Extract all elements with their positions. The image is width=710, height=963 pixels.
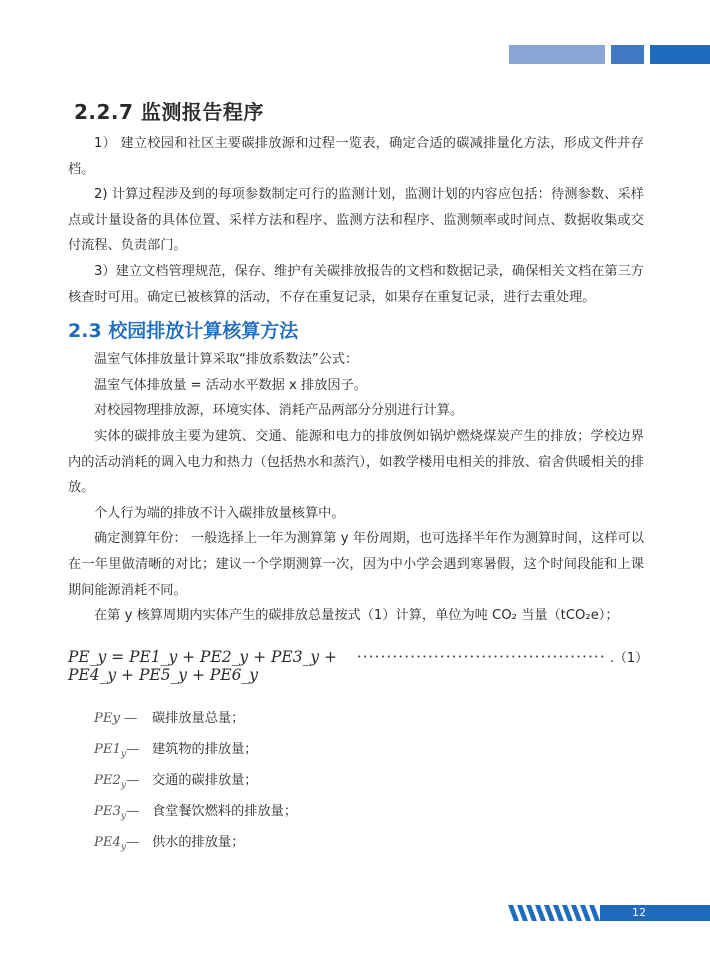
paragraph: 温室气体排放量计算采取“排放系数法”公式： <box>94 352 359 368</box>
header-accent-bar-2 <box>611 45 644 64</box>
definition-item <box>94 799 644 830</box>
paragraph: 2) 计算过程涉及到的每项参数制定可行的监测计划，监测计划的内容应包括：待测参数、采样点或计量设备的具体位置、采样方法和程序、监测方法和程序、监测频率或时间点、数据收集或交付流程、负责部门。 <box>68 187 644 254</box>
section-heading-2-3: 2.3 校园排放计算核算方法 <box>68 320 299 343</box>
footer-stripes-decoration <box>508 905 608 921</box>
definition-text: 碳排放量总量； <box>152 710 245 726</box>
definition-item <box>94 830 644 861</box>
equation-1 <box>68 647 649 684</box>
header-accent-bar-3 <box>650 45 710 64</box>
definition-symbol: $PE3_y—$ <box>94 804 140 822</box>
equation-expression: PE_y = PE1_y + PE2_y + PE3_y + PE4_y + PE5_y + PE6_y <box>68 647 338 684</box>
definition-text: 食堂餐饮燃料的排放量； <box>152 804 298 820</box>
header-accent-bar-1 <box>509 45 605 64</box>
definition-item <box>94 768 644 799</box>
paragraph: 对校园物理排放源，环境实体、消耗产品两部分分别进行计算。 <box>94 403 464 419</box>
definition-symbol: $PE2_y—$ <box>94 772 140 791</box>
definition-symbol: $PE1_y—$ <box>94 741 140 760</box>
equation-number: .（1） <box>609 650 649 666</box>
page-content <box>68 96 649 861</box>
section-heading-2-2-7: 2.2.7 监测报告程序 <box>74 100 264 124</box>
equation-leader-dots: ·········································· <box>356 647 606 666</box>
definition-symbol: PEy — <box>94 710 138 726</box>
definition-symbol: $PE4_y—$ <box>94 835 140 853</box>
footer-bar <box>600 905 710 921</box>
paragraph: 个人行为端的排放不计入碳排放量核算中。 <box>94 505 345 521</box>
definition-item <box>94 737 644 768</box>
paragraph: 3）建立文档管理规范，保存、维护有关碳排放报告的文档和数据记录，确保相关文档在第三方核查时可用。确定已被核算的活动，不存在重复记录，如果存在重复记录，进行去重处理。 <box>68 263 644 305</box>
definition-list <box>94 706 644 862</box>
paragraph: 温室气体排放量 = 活动水平数据 x 排放因子。 <box>94 377 367 393</box>
definition-text: 建筑物的排放量； <box>152 741 258 757</box>
definition-item <box>94 706 644 737</box>
paragraph: 1） 建立校园和社区主要碳排放源和过程一览表，确定合适的碳减排量化方法，形成文件并存档。 <box>68 136 644 177</box>
paragraph: 在第 y 核算周期内实体产生的碳排放总量按式（1）计算，单位为吨 CO₂ 当量（tCO₂e）； <box>94 608 619 624</box>
definition-text: 供水的排放量； <box>152 835 245 851</box>
paragraph: 实体的碳排放主要为建筑、交通、能源和电力的排放例如锅炉燃烧煤炭产生的排放；学校边界内的活动消耗的调入电力和热力（包括热水和蒸汽），如教学楼用电相关的排放、宿舍供暖相关的排放。 <box>68 428 644 496</box>
page-number: 12 <box>632 906 646 919</box>
paragraph: 确定测算年份： 一般选择上一年为测算第 y 年份周期，也可选择半年作为测算时间，这样可以在一年里做清晰的对比；建议一个学期测算一次，因为中小学会遇到寒暑假，这个时间段能和上课期间能源消耗不同。 <box>68 531 644 598</box>
definition-text: 交通的碳排放量； <box>152 772 258 788</box>
